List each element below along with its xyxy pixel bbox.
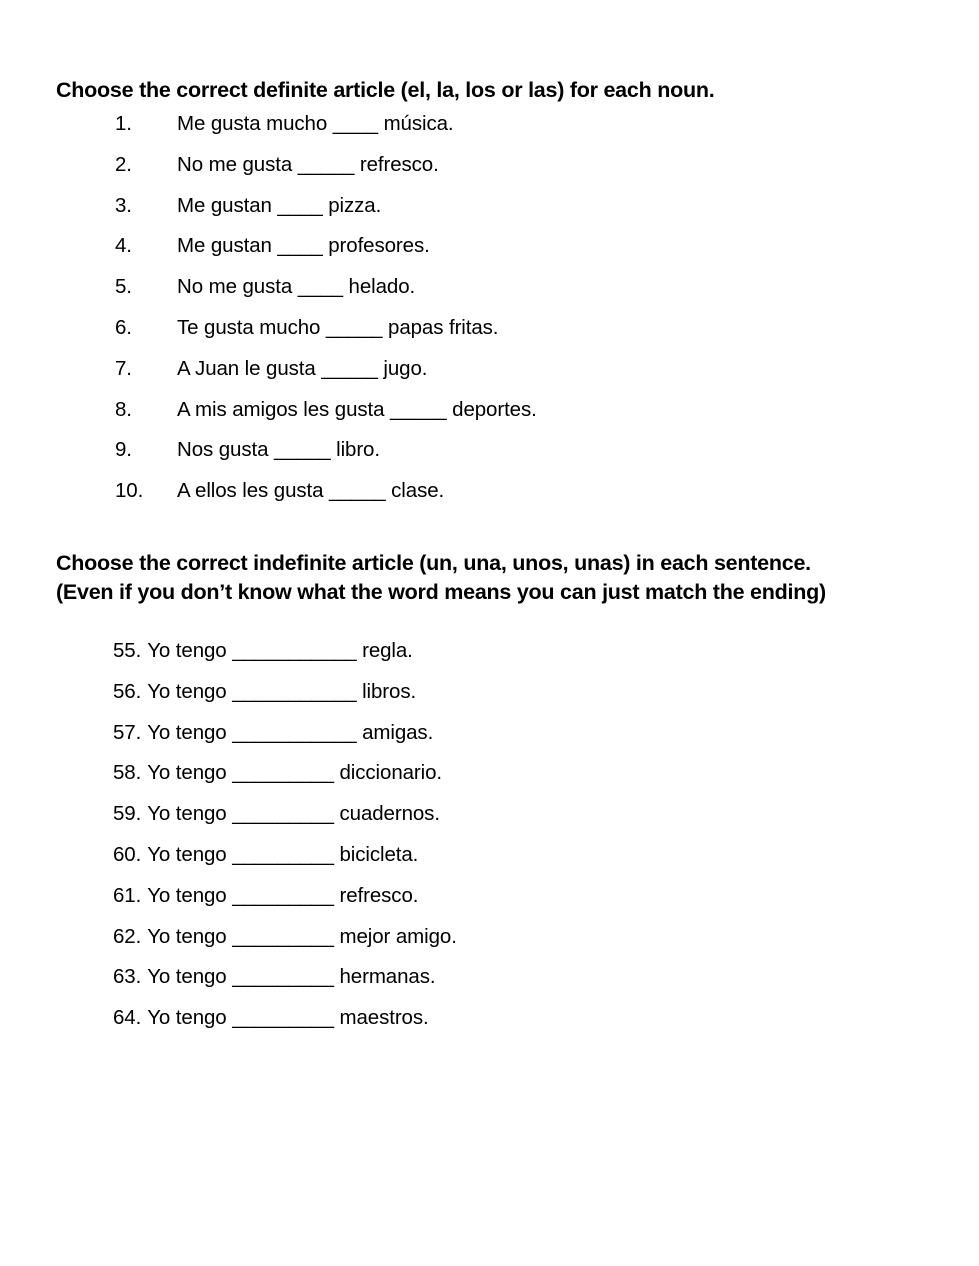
exercise-item: [115, 267, 537, 308]
item-text-after-blank: papas fritas.: [382, 315, 499, 339]
answer-blank[interactable]: _____: [329, 479, 386, 503]
item-number: 59.: [113, 802, 142, 826]
item-number: 3.: [115, 193, 132, 217]
item-text-before-blank: Me gustan: [177, 234, 278, 258]
item-text-before-blank: Yo tengo: [147, 842, 233, 866]
exercise-item: [115, 308, 537, 349]
item-text-before-blank: Yo tengo: [147, 965, 233, 989]
item-text-after-blank: deportes.: [446, 397, 537, 421]
item-text-after-blank: bicicleta.: [333, 842, 419, 866]
item-text-before-blank: Yo tengo: [147, 679, 233, 703]
exercise-item: [115, 430, 537, 471]
item-text-after-blank: refresco.: [333, 883, 419, 907]
answer-blank[interactable]: ___________: [232, 639, 357, 662]
item-number: 60.: [113, 842, 142, 866]
item-number: 58.: [113, 761, 142, 785]
item-text-after-blank: pizza.: [322, 193, 382, 217]
exercise-item: [115, 186, 537, 227]
exercise-item: [115, 390, 537, 431]
item-text-after-blank: música.: [377, 112, 454, 135]
item-text-after-blank: maestros.: [333, 1006, 429, 1030]
exercise-list-definite-articles: [115, 104, 537, 512]
item-text-before-blank: Yo tengo: [147, 1006, 233, 1030]
item-text-before-blank: Yo tengo: [147, 761, 233, 785]
item-text-before-blank: No me gusta: [177, 275, 298, 299]
item-text-after-blank: diccionario.: [333, 761, 442, 785]
item-text-before-blank: Yo tengo: [147, 883, 233, 907]
item-number: 63.: [113, 965, 142, 989]
item-number: 61.: [113, 883, 142, 907]
answer-blank[interactable]: ____: [277, 193, 323, 217]
item-text-after-blank: refresco.: [354, 152, 439, 176]
item-text-after-blank: amigas.: [356, 720, 434, 744]
exercise-item: [113, 713, 457, 754]
answer-blank[interactable]: _____: [325, 315, 383, 339]
exercise-item: [113, 835, 457, 876]
item-text-before-blank: A ellos les gusta: [177, 479, 330, 503]
answer-blank[interactable]: _________: [232, 842, 334, 866]
item-text-before-blank: A Juan le gusta: [177, 356, 322, 380]
answer-blank[interactable]: _________: [232, 965, 334, 989]
item-number: 5.: [115, 275, 132, 299]
heading-line: Choose the correct definite article (el, la, los or las) for each noun.: [56, 77, 715, 102]
answer-blank[interactable]: ____: [297, 275, 343, 299]
answer-blank[interactable]: _____: [390, 397, 447, 421]
item-text-after-blank: libro.: [330, 438, 380, 462]
answer-blank[interactable]: _________: [232, 1006, 334, 1030]
exercise-item: [115, 471, 537, 512]
item-number: 7.: [115, 356, 132, 380]
item-text-after-blank: jugo.: [377, 356, 428, 380]
exercise-item: [115, 349, 537, 390]
item-text-before-blank: Yo tengo: [147, 924, 233, 948]
exercise-item: [115, 145, 537, 186]
answer-blank[interactable]: ___________: [232, 679, 357, 703]
item-text-before-blank: Nos gusta: [177, 438, 274, 462]
item-number: 4.: [115, 234, 132, 258]
item-text-after-blank: mejor amigo.: [333, 924, 457, 948]
section-heading-definite-articles: [56, 76, 714, 105]
exercise-item: [113, 998, 457, 1039]
item-number: 10.: [115, 479, 144, 503]
exercise-item: [115, 226, 537, 267]
exercise-item: [113, 917, 457, 958]
exercise-item: [113, 876, 457, 917]
exercise-item: [113, 753, 457, 794]
exercise-item: [113, 794, 457, 835]
answer-blank[interactable]: _____: [274, 438, 331, 462]
heading-line: Choose the correct indefinite article (un, una, unos, unas) in each sentence.: [56, 550, 811, 575]
answer-blank[interactable]: ___________: [232, 720, 357, 744]
exercise-item: [113, 631, 457, 672]
answer-blank[interactable]: _____: [297, 152, 355, 176]
item-number: 9.: [115, 438, 132, 462]
item-number: 62.: [113, 924, 142, 948]
item-text-before-blank: No me gusta: [177, 152, 298, 176]
exercise-item: [113, 957, 457, 998]
item-text-before-blank: Te gusta mucho: [177, 315, 326, 339]
item-text-before-blank: Yo tengo: [147, 639, 233, 662]
item-text-before-blank: Yo tengo: [147, 802, 233, 826]
item-number: 6.: [115, 315, 132, 339]
exercise-item: [115, 104, 537, 145]
item-number: 8.: [115, 397, 132, 421]
item-text-after-blank: helado.: [342, 275, 416, 299]
item-text-before-blank: A mis amigos les gusta: [177, 397, 391, 421]
exercise-item: [113, 672, 457, 713]
item-text-after-blank: libros.: [356, 679, 417, 703]
item-text-after-blank: regla.: [356, 639, 413, 662]
item-number: 1.: [115, 112, 132, 135]
exercise-list-indefinite-articles: [113, 631, 457, 1039]
item-text-before-blank: Yo tengo: [147, 720, 233, 744]
item-text-after-blank: profesores.: [322, 234, 430, 258]
answer-blank[interactable]: ____: [277, 234, 323, 258]
item-number: 64.: [113, 1006, 142, 1030]
section-heading-indefinite-articles: [56, 549, 826, 607]
item-number: 57.: [113, 720, 142, 744]
item-text-before-blank: Me gustan: [177, 193, 278, 217]
answer-blank[interactable]: _________: [232, 924, 334, 948]
item-text-after-blank: clase.: [385, 479, 445, 503]
item-number: 2.: [115, 152, 132, 176]
answer-blank[interactable]: _________: [232, 761, 334, 785]
answer-blank[interactable]: _____: [321, 356, 378, 380]
answer-blank[interactable]: ____: [332, 112, 378, 135]
item-text-after-blank: cuadernos.: [333, 802, 440, 826]
item-number: 56.: [113, 679, 142, 703]
answer-blank[interactable]: _________: [232, 883, 334, 907]
heading-line-note: (Even if you don’t know what the word means you can just match the ending): [56, 579, 826, 604]
answer-blank[interactable]: _________: [232, 802, 334, 826]
item-text-before-blank: Me gusta mucho: [177, 112, 333, 135]
item-text-after-blank: hermanas.: [333, 965, 436, 989]
item-number: 55.: [113, 639, 142, 662]
